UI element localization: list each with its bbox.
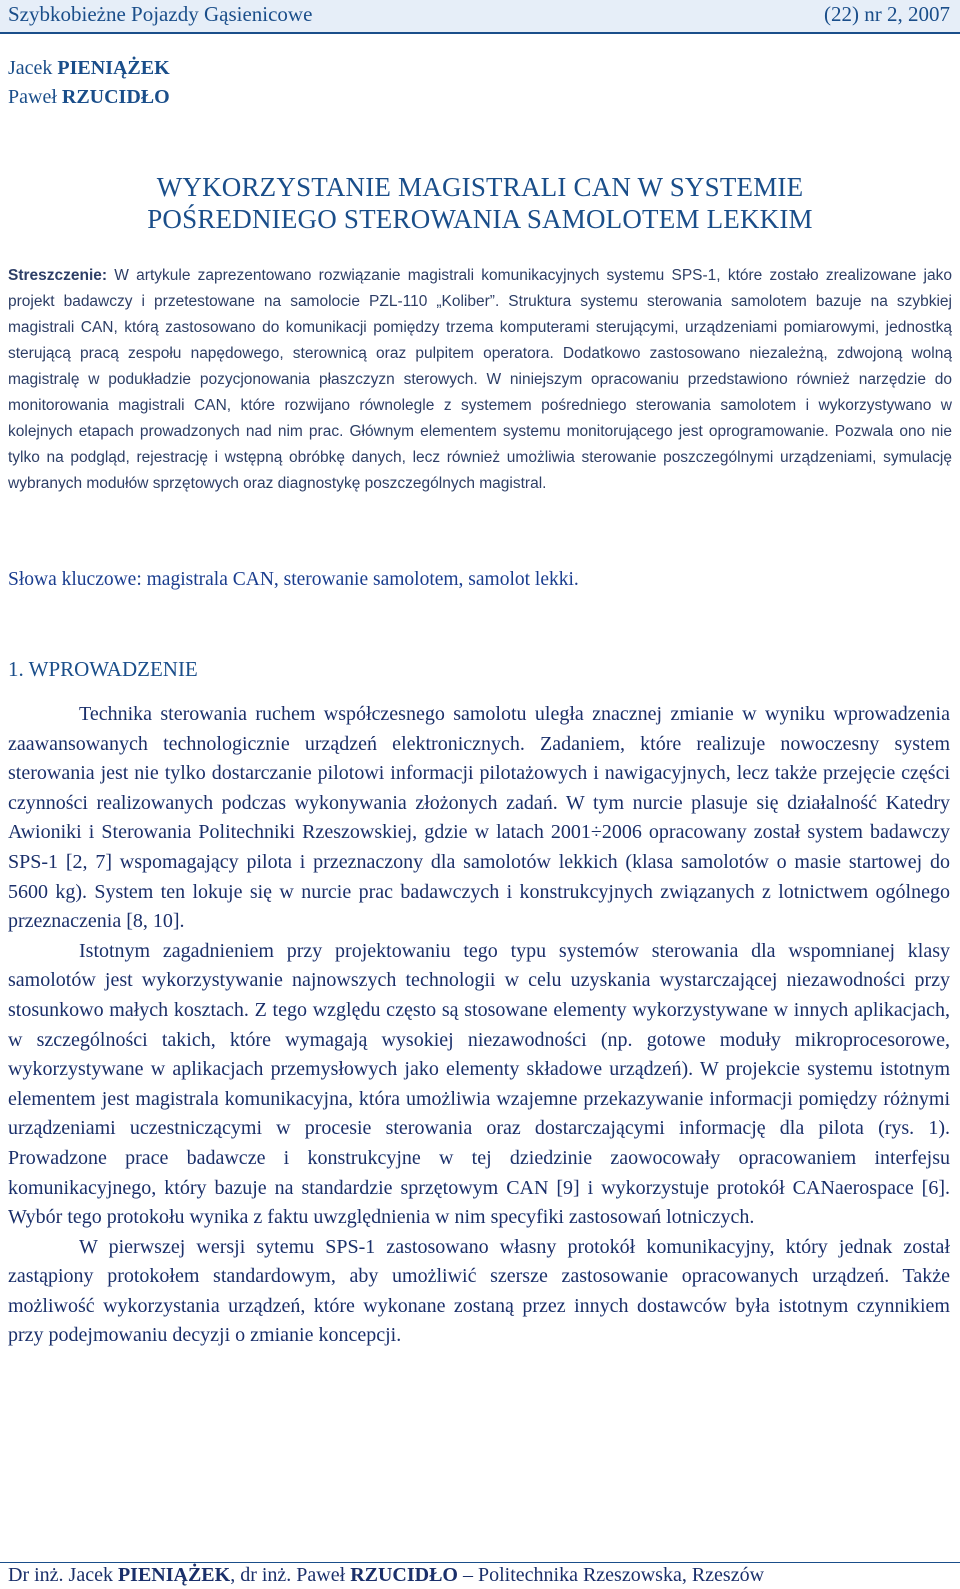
footer-name-2: RZUCIDŁO [350,1564,458,1586]
paragraph-3: W pierwszej wersji sytemu SPS-1 zastosowano własny protokół komunikacyjny, który jednak został zastąpiony protokołem standardowym, aby umożliwić szersze zastosowanie opracowanych urządzeń. Także możliwość wykorzystania urządzeń, które wykonane zostaną przez innych dostawców była istotnym czynnikiem przy podejmowaniu decyzji o zmianie koncepcji. [8,1235,950,1347]
journal-name: Szybkobieżne Pojazdy Gąsienicowe [8,2,313,26]
footer [8,1564,764,1587]
footer-affiliation: – Politechnika Rzeszowska, Rzeszów [457,1564,765,1586]
paragraph-1: Technika sterowania ruchem współczesnego samolotu uległa znacznej zmianie w wyniku wprowadzenia zaawansowanych technologicznie urządzeń elektronicznych. Zadaniem, które realizuje nowoczesny system sterowania jest nie tylko dostarczanie pilotowi informacji pilotażowych i nawigacyjnych, lecz także przejęcie części czynności realizowanych podczas wykonywania złożonych zadań. W tym nurcie plasuje się działalność Katedry Awioniki i Sterowania Politechniki Rzeszowskiej, gdzie w latach 2001÷2006 opracowany został system badawczy SPS-1 [2, 7] wspomagający pilota i przeznaczony dla samolotów lekkich (klasa samolotów o masie startowej do 5600 kg). System ten lokuje się w nurcie prac badawczych i konstrukcyjnych związanych z lotnictwem ogólnego przeznaczenia [8, 10]. [8,703,950,933]
author-2-last: RZUCIDŁO [61,86,170,108]
body-text [8,700,950,1351]
paragraph-2: Istotnym zagadnieniem przy projektowaniu tego typu systemów sterowania dla wspomnianej klasy samolotów jest wykorzystywanie najnowszych technologii w celu uzyskania wystarczającej niezawodności przy stosunkowo małych kosztach. Z tego względu często są stosowane elementy wykorzystywane w innych aplikacjach, w szczególności takich, które wymagają wysokiej niezawodności (np. gotowe moduły mikroprocesorowe, wykorzystywane w aplikacjach przemysłowych jako elementy składowe urządzeń). W projekcie systemu istotnym elementem jest magistrala komunikacyjna, która umożliwia wzajemne przekazywanie informacji pomiędzy różnymi urządzeniami uczestniczącymi w procesie sterowania oraz dostarczającymi informację dla pilota (rys. 1). Prowadzone prace badawcze i konstrukcyjne w tej dziedzinie zaowocowały opracowaniem interfejsu komunikacyjnego, który bazuje na standardzie sprzętowym CAN [9] i wykorzystuje protokół CANaerospace [6]. Wybór tego protokołu wynika z faktu uwzględnienia w nim specyfiki zastosowań lotniczych. [8,939,950,1229]
footer-divider [0,1562,960,1563]
page-header [0,0,960,34]
author-1-last: PIENIĄŻEK [57,57,170,79]
footer-prefix-2: , dr inż. Paweł [230,1564,351,1586]
abstract-label: Streszczenie: [8,267,108,284]
keywords: Słowa kluczowe: magistrala CAN, sterowanie samolotem, samolot lekki. [8,569,579,590]
footer-name-1: PIENIĄŻEK [117,1564,231,1586]
journal-issue: (22) nr 2, 2007 [824,2,950,26]
footer-prefix-1: Dr inż. Jacek [8,1564,118,1586]
abstract [8,263,952,497]
abstract-text: W artykule zaprezentowano rozwiązanie magistrali komunikacyjnych systemu SPS-1, które zostało zrealizowane jako projekt badawczy i przetestowane na samolocie PZL-110 „Koliber”. Struktura systemu sterowania samolotem bazuje na szybkiej magistrali CAN, którą zastosowano do komunikacji pomiędzy trzema komputerami sterującymi, urządzeniami pomiarowymi, jednostką sterującą pracą zespołu napędowego, sterownicą oraz pulpitem operatora. Dodatkowo zastosowano niezależną, zdwojoną wolną magistralę w podukładzie pozycjonowania płaszczyzn sterowych. W niniejszym opracowaniu przedstawiono również narzędzie do monitorowania magistrali CAN, które rozwijano równolegle z systemem pośredniego sterowania samolotem i wykorzystywano w kolejnych etapach prowadzonych nad nim prac. Głównym elementem systemu monitorującego jest oprogramowanie. Pozwala ono nie tylko na podgląd, rejestrację i wstępną obróbkę danych, lecz również umożliwia sterowanie poszczególnymi urządzeniami, symulację wybranych modułów sprzętowych oraz diagnostykę poszczególnych magistral. [8,267,952,492]
author-2-first: Paweł [8,86,57,108]
paper-title-line-1: WYKORZYSTANIE MAGISTRALI CAN W SYSTEMIE [156,172,804,202]
author-1-first: Jacek [8,57,53,79]
author-1 [8,57,170,80]
author-2 [8,86,170,109]
section-title: 1. WPROWADZENIE [8,657,198,681]
paper-title-line-2: POŚREDNIEGO STEROWANIA SAMOLOTEM LEKKIM [147,204,813,234]
